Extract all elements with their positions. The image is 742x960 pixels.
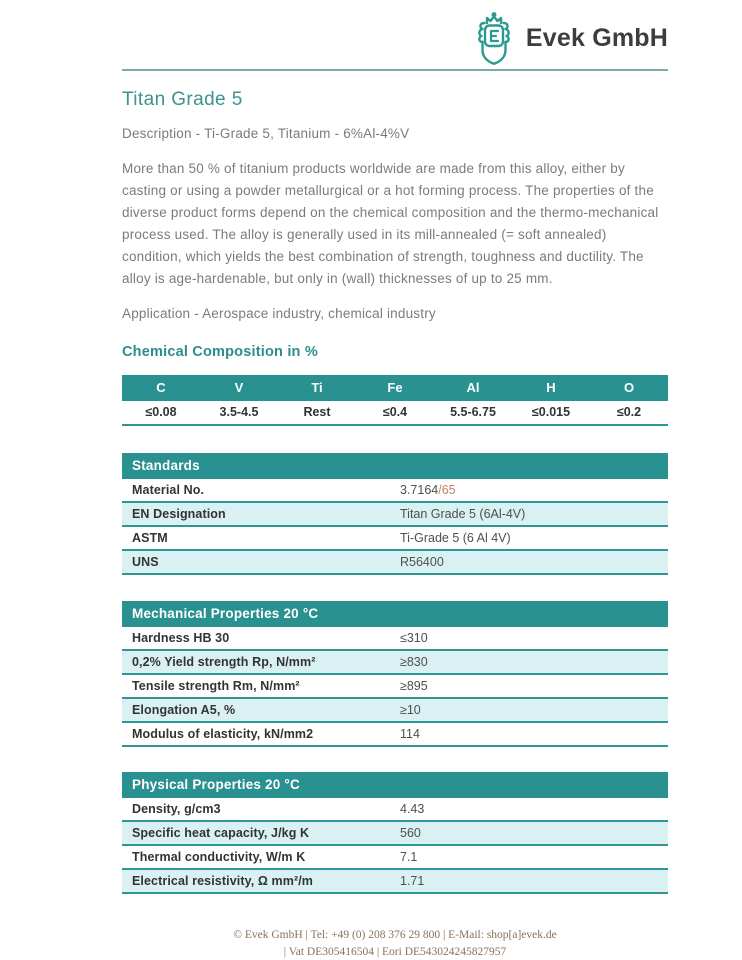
row-label: ASTM (132, 531, 168, 545)
table-row (122, 846, 668, 870)
chemical-composition-heading: Chemical Composition in % (122, 344, 318, 360)
column-header: Al (466, 380, 480, 395)
row-value: ≤310 (400, 631, 428, 645)
row-value: R56400 (400, 555, 444, 569)
table-row (122, 551, 668, 575)
row-label: Thermal conductivity, W/m K (132, 850, 306, 864)
row-value: 4.43 (400, 802, 425, 816)
table-row (122, 822, 668, 846)
footer-line-2: | Vat DE305416504 | Eori DE543024245827957 (283, 946, 507, 958)
row-value: ≥895 (400, 679, 428, 693)
row-value: 1.71 (400, 874, 425, 888)
row-value: Ti-Grade 5 (6 Al 4V) (400, 531, 511, 545)
table-row (122, 798, 668, 822)
mechanical-properties-table (122, 601, 668, 747)
column-header: Fe (387, 380, 403, 395)
table-row (122, 503, 668, 527)
row-label: Specific heat capacity, J/kg K (132, 826, 310, 840)
row-label: Hardness HB 30 (132, 631, 230, 645)
company-name: Evek GmbH (525, 24, 668, 52)
table-row (122, 627, 668, 651)
column-header: Ti (311, 380, 323, 395)
column-header: H (546, 380, 556, 395)
material-number: 3.7164 (400, 483, 439, 497)
table-row (122, 870, 668, 894)
evek-crest-icon (471, 12, 517, 66)
row-value (400, 483, 668, 497)
row-label: Elongation A5, % (132, 703, 236, 717)
application-line: Application - Aerospace industry, chemical industry (122, 306, 436, 321)
composition-value: 5.5-6.75 (450, 405, 496, 419)
page-title: Titan Grade 5 (122, 89, 243, 110)
row-value: 560 (400, 826, 421, 840)
table-row (122, 675, 668, 699)
row-label: Electrical resistivity, Ω mm²/m (132, 874, 314, 888)
column-header: C (156, 380, 166, 395)
composition-value: 3.5-4.5 (219, 405, 259, 419)
physical-properties-table-header: Physical Properties 20 °C (122, 772, 668, 798)
row-value: ≥830 (400, 655, 428, 669)
composition-value: ≤0.08 (145, 405, 177, 419)
footer-line-1: © Evek GmbH | Tel: +49 (0) 208 376 29 800 | E-Mail: shop[a]evek.de (233, 929, 557, 941)
composition-value: ≤0.2 (616, 405, 642, 419)
material-description: Description - Ti-Grade 5, Titanium - 6%Al-4%V (122, 126, 410, 141)
column-header: V (234, 380, 244, 395)
row-value: 7.1 (400, 850, 418, 864)
table-row (122, 699, 668, 723)
row-value: ≥10 (400, 703, 421, 717)
chemical-composition-value-row (122, 401, 668, 424)
row-label: Material No. (132, 483, 205, 497)
header-divider (122, 69, 668, 71)
page-header (122, 10, 668, 67)
composition-value: Rest (303, 405, 331, 419)
chemical-composition-table (122, 375, 668, 426)
row-label: 0,2% Yield strength Rp, N/mm² (132, 655, 316, 669)
row-label: Tensile strength Rm, N/mm² (132, 679, 300, 693)
table-row (122, 479, 668, 503)
row-label: EN Designation (132, 507, 226, 521)
composition-value: ≤0.015 (531, 405, 571, 419)
row-value: 114 (400, 727, 420, 741)
standards-table (122, 453, 668, 575)
column-header: O (623, 380, 635, 395)
standards-table-header: Standards (122, 453, 668, 479)
row-label: Density, g/cm3 (132, 802, 221, 816)
chemical-composition-header-row (122, 375, 668, 401)
material-overview-paragraph: More than 50 % of titanium products worldwide are made from this alloy, either by casting or using a powder metallurgical or a hot forming process. The properties of the diverse product forms depend on the chemical composition and the thermo-mechanical process used. The alloy is generally used in its mill-annealed (= soft annealed) condition, which yields the best combination of strength, toughness and ductility. The alloy is age-hardenable, but only in (wall) thicknesses of up to 25 mm. (122, 161, 659, 286)
mechanical-properties-table-header: Mechanical Properties 20 °C (122, 601, 668, 627)
physical-properties-table (122, 772, 668, 894)
table-row (122, 723, 668, 747)
row-label: Modulus of elasticity, kN/mm2 (132, 727, 314, 741)
row-value: Titan Grade 5 (6Al-4V) (400, 507, 526, 521)
row-label: UNS (132, 555, 159, 569)
composition-value: ≤0.4 (382, 405, 408, 419)
table-row (122, 651, 668, 675)
table-row (122, 527, 668, 551)
page-footer (122, 927, 668, 960)
material-number-suffix: /65 (438, 483, 456, 497)
